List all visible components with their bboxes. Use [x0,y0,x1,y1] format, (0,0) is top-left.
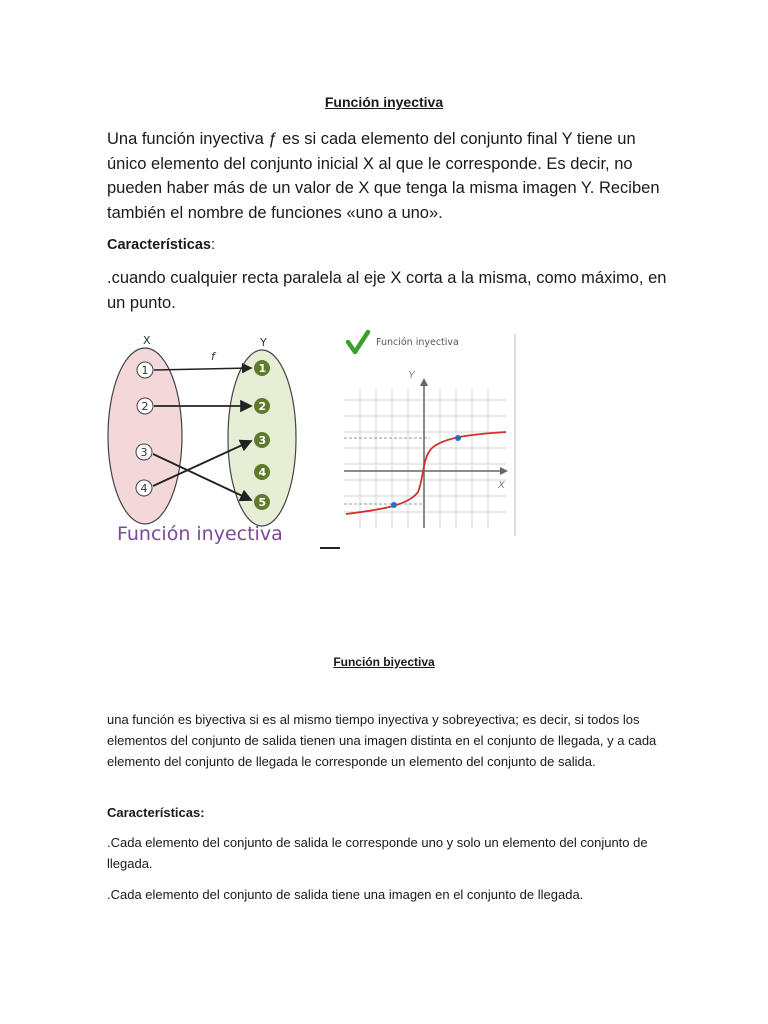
svg-text:3: 3 [140,446,148,459]
injective-graph [338,328,518,538]
x-element-1 [137,362,153,378]
paragraph-inyectiva: Una función inyectiva ƒ es si cada elemento del conjunto final Y tiene un único elemento del conjunto inicial X al que le corresponde. Es decir, no pueden haber más de un valor de X que tenga la misma imagen Y. Reciben también el nombre de funciones «uno a uno». [107,130,660,222]
x-element-2 [137,398,153,414]
y-axis-label: Y [408,370,415,381]
y-element-1 [254,360,270,376]
characteristics-heading-text: Características [107,237,211,253]
set-y-label: Y [260,336,267,349]
characteristic-point-2: .Cada elemento del conjunto de salida tiene una imagen en el conjunto de llegada. [107,887,584,902]
graph-title: Función inyectiva [376,337,459,348]
y-element-4 [254,464,270,480]
characteristics-heading-2: Características: [107,805,205,820]
characteristic-point: .cuando cualquier recta paralela al eje X corta a la misma, como máximo, en un punto. [107,269,667,312]
small-underline-mark [320,547,340,549]
section-title-biyectiva: Función biyectiva [333,655,435,669]
y-element-2 [254,398,270,414]
characteristic-point-1: .Cada elemento del conjunto de salida le corresponde uno y solo un elemento del conjunto de llegada. [107,835,648,871]
svg-text:3: 3 [258,434,267,447]
curve-point-2 [455,435,461,441]
characteristics-heading [107,233,215,258]
characteristics-colon: : [211,237,216,253]
svg-text:1: 1 [141,364,149,377]
x-element-3 [136,444,152,460]
y-element-5 [254,494,270,510]
paragraph-biyectiva: una función es biyectiva si es al mismo tiempo inyectiva y sobreyectiva; es decir, si todos los elementos del conjunto de salida tienen una imagen distinta en el conjunto de llegada, y a cada elemento del conjunto de llegada le corresponde un elemento del conjunto de salida. [107,712,657,769]
curve-point-1 [391,502,397,508]
svg-text:2: 2 [141,400,149,413]
svg-text:1: 1 [258,362,267,375]
set-mapping-diagram [107,328,325,546]
svg-text:4: 4 [258,466,267,479]
x-axis-label: X [498,480,505,491]
section-title-inyectiva: Función inyectiva [324,94,444,110]
function-label: f [211,350,215,363]
diagram-caption: Función inyectiva [117,523,283,545]
set-x-label: X [143,334,151,347]
svg-text:2: 2 [258,400,267,413]
svg-text:4: 4 [140,482,148,495]
x-element-4 [136,480,152,496]
svg-text:5: 5 [258,496,267,509]
y-element-3 [254,432,270,448]
